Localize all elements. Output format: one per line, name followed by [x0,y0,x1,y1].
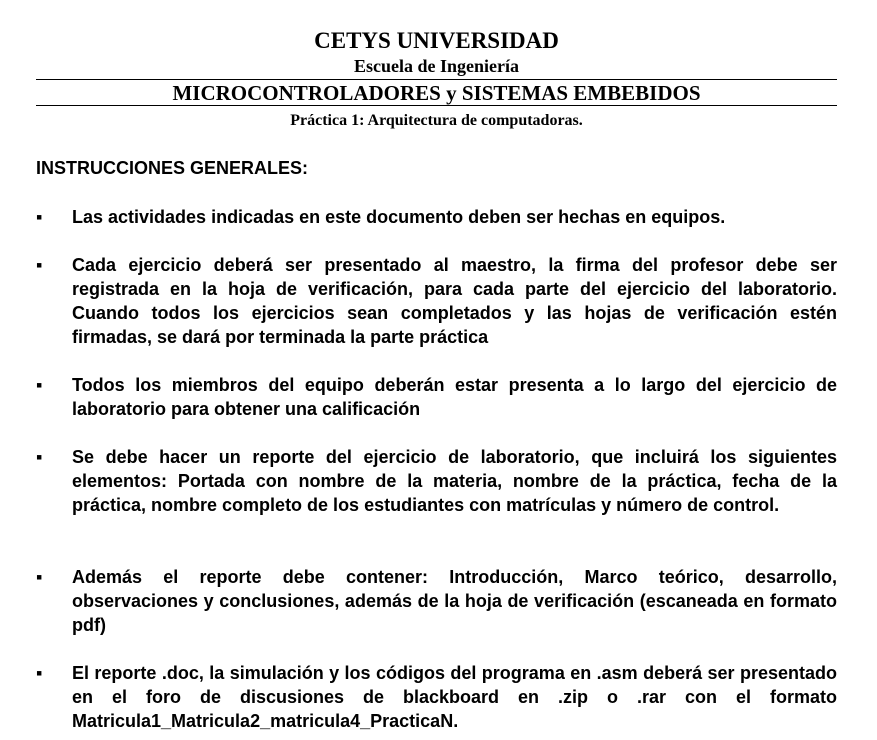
header-rule-bottom [36,105,837,106]
bullet-marker: ▪ [36,567,43,587]
instruction-item [36,565,837,637]
bullet-marker: ▪ [36,447,43,467]
instruction-text: Todos los miembros del equipo deberán estar presenta a lo largo del ejercicio de laboratorio para obtener una calificación [72,375,837,419]
bullet-marker: ▪ [36,663,43,683]
school-name: Escuela de Ingeniería [354,56,519,76]
instruction-text: Además el reporte debe contener: Introducción, Marco teórico, desarrollo, observaciones y conclusiones, además de la hoja de verificación (escaneada en formato pdf) [72,567,837,635]
header-rule-top [36,79,837,80]
instruction-item [36,661,837,733]
bullet-marker: ▪ [36,207,43,227]
instruction-text: Cada ejercicio deberá ser presentado al maestro, la firma del profesor debe ser registrada en la hoja de verificación, para cada parte del ejercicio del laboratorio. Cuando todos los ejercicios sean completados y las hojas de verificación estén firmadas, se dará por terminada la parte práctica [72,255,837,347]
bullet-marker: ▪ [36,255,43,275]
instruction-item [36,373,837,421]
bullet-marker: ▪ [36,375,43,395]
university-name: CETYS UNIVERSIDAD [314,28,559,53]
instruction-text: Las actividades indicadas en este documento deben ser hechas en equipos. [72,207,726,227]
instruction-item [36,253,837,349]
instruction-text: El reporte .doc, la simulación y los códigos del programa en .asm deberá ser presentado en el foro de discusiones de blackboard en .zip o .rar con el formato Matricula1_Matricula2_matricula4_PracticaN. [72,663,837,731]
instruction-item [36,205,837,229]
instructions-heading: INSTRUCCIONES GENERALES: [36,158,309,178]
course-title: MICROCONTROLADORES y SISTEMAS EMBEBIDOS [172,81,701,105]
instruction-item [36,445,837,517]
practice-title: Práctica 1: Arquitectura de computadoras. [290,112,583,129]
instruction-text: Se debe hacer un reporte del ejercicio de laboratorio, que incluirá los siguientes elementos: Portada con nombre de la materia, nombre de la práctica, fecha de la práctica, nombre completo de los estudiantes con matrículas y número de control. [72,447,837,515]
